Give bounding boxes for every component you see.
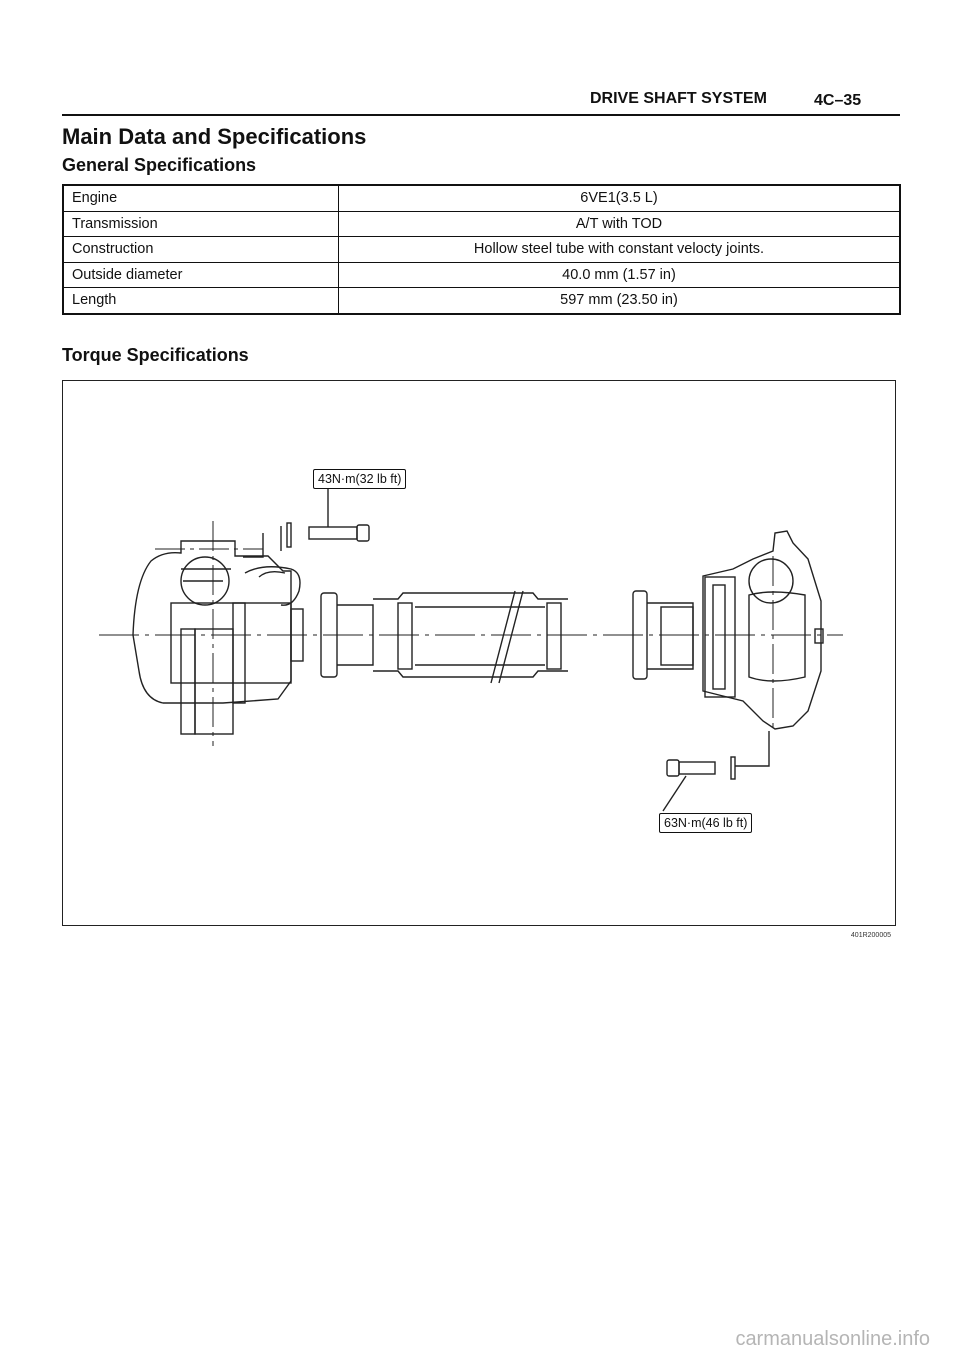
torque-specs-heading: Torque Specifications (62, 345, 249, 365)
table-row (63, 185, 900, 211)
figure-code: 401R200005 (850, 932, 891, 939)
spec-label: Engine (63, 185, 339, 211)
spec-label: Transmission (63, 211, 339, 237)
driveshaft-drawing (63, 381, 895, 925)
table-row (63, 211, 900, 237)
table-row (63, 262, 900, 288)
spec-value: 597 mm (23.50 in) (339, 288, 901, 314)
watermark: carmanualsonline.info (735, 1328, 930, 1350)
upper-bolt (243, 523, 369, 557)
header-rule (62, 114, 900, 116)
general-specs-heading: General Specifications (62, 155, 257, 175)
driveshaft-figure (62, 380, 896, 939)
spec-value: 6VE1(3.5 L) (339, 185, 901, 211)
spec-value: 40.0 mm (1.57 in) (339, 262, 901, 288)
left-joint-housing (133, 541, 291, 703)
spec-value: Hollow steel tube with constant velocty joints. (339, 237, 901, 263)
page-title: Main Data and Specifications (62, 124, 367, 149)
lower-torque-callout: 63N·m(46 lb ft) (659, 813, 752, 833)
upper-torque-callout: 43N·m(32 lb ft) (313, 469, 406, 489)
table-row (63, 288, 900, 314)
spec-label: Outside diameter (63, 262, 339, 288)
lower-bolt (667, 731, 769, 779)
general-specs-table (62, 184, 901, 315)
spec-label: Construction (63, 237, 339, 263)
table-row (63, 237, 900, 263)
spec-value: A/T with TOD (339, 211, 901, 237)
header-page-number: 4C–35 (814, 92, 862, 109)
header-section-title: DRIVE SHAFT SYSTEM (590, 90, 767, 107)
spec-label: Length (63, 288, 339, 314)
